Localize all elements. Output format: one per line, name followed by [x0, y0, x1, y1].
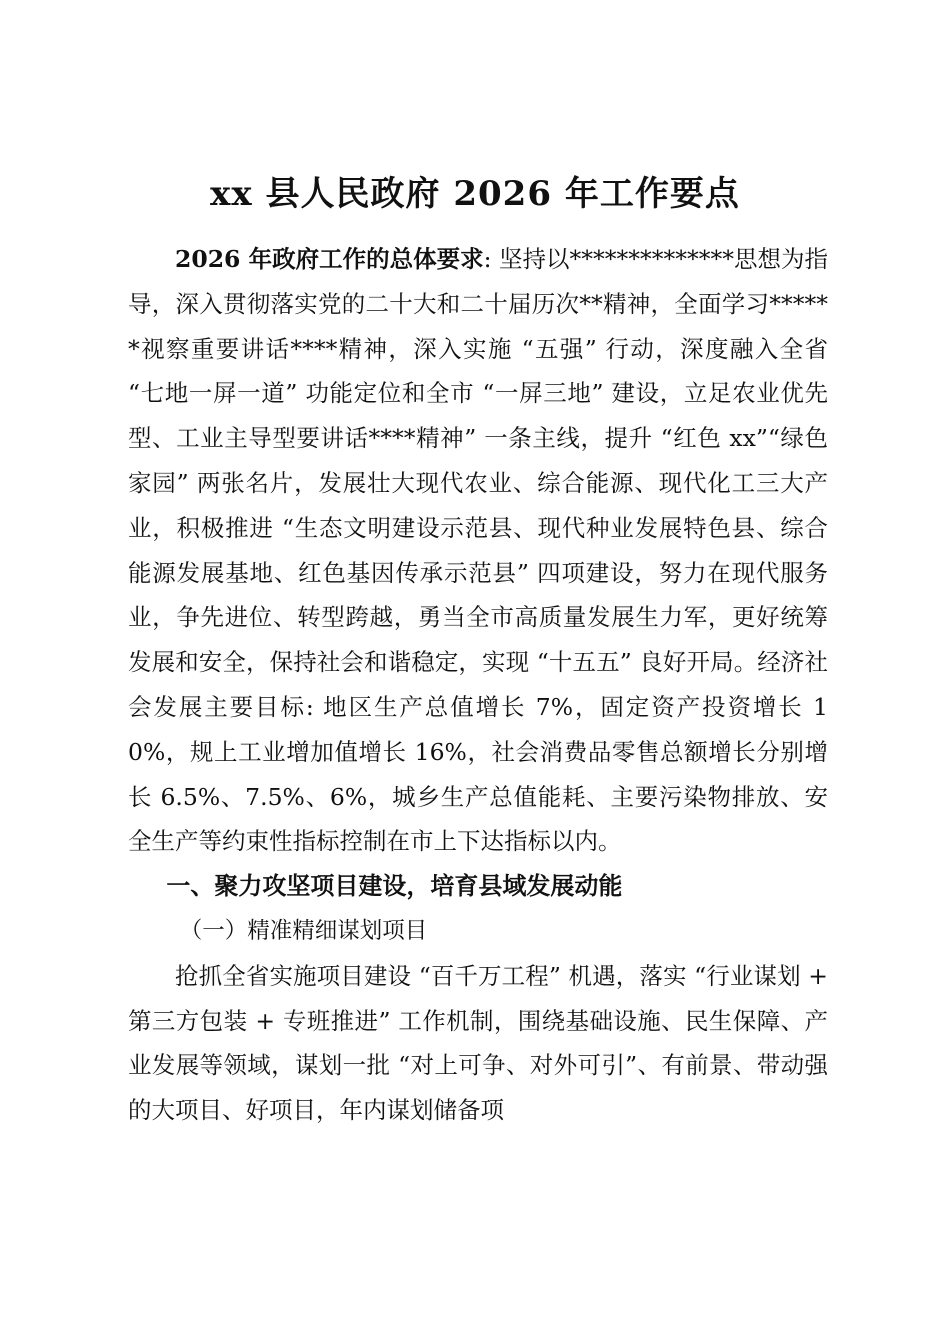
subsection-1-heading: （一）精准精细谋划项目 — [179, 917, 428, 944]
subsection-1-paragraph: 抢抓全省实施项目建设 “百千万工程” 机遇，落实 “行业谋划 + 第三方包装 + 专班推进” 工作机制，围绕基础设施、民生保障、产业发展等领域，谋划一批 “对上可争、对外可引”、有前景、带动强的大项目、好项目，年内谋划储备项 — [128, 961, 828, 1125]
intro-lead: 2026 年政府工作的总体要求 — [175, 245, 484, 273]
intro-paragraph — [128, 237, 828, 864]
intro-text: : 坚持以**************思想为指导，深入贯彻落实党的二十大和二十届历次**精神，全面学习******视察重要讲话****精神，深入实施 “五强” 行动，深度融入全省 “七地一屏一道” 功能定位和全市 “一屏三地” 建设，立足农业优先型、工业主导型要讲话****精神” 一条主线，提升 “红色 xx”“绿色家园” 两张名片，发展壮大现代农业、综合能源、现代化工三大产业，积极推进 “生态文明建设示范县、现代种业发展特色县、综合能源发展基地、红色基因传承示范县” 四项建设，努力在现代服务业，争先进位、转型跨越，勇当全市高质量发展生力军，更好统筹发展和安全，保持社会和谐稳定，实现 “十五五” 良好开局。经济社会发展主要目标: 地区生产总值增长 7%，固定资产投资增长 10%，规上工业增加值增长 16%，社会消费品零售总额增长分别增长 6.5%、7.5%、6%，城乡生产总值能耗、主要污染物排放、安全生产等约束性指标控制在市上下达指标以内。 — [128, 245, 829, 856]
document-title: xx 县人民政府 2026 年工作要点 — [210, 174, 740, 214]
section-1-heading: 一、聚力攻坚项目建设，培育县域发展动能 — [166, 871, 623, 901]
document-body — [128, 237, 828, 1133]
